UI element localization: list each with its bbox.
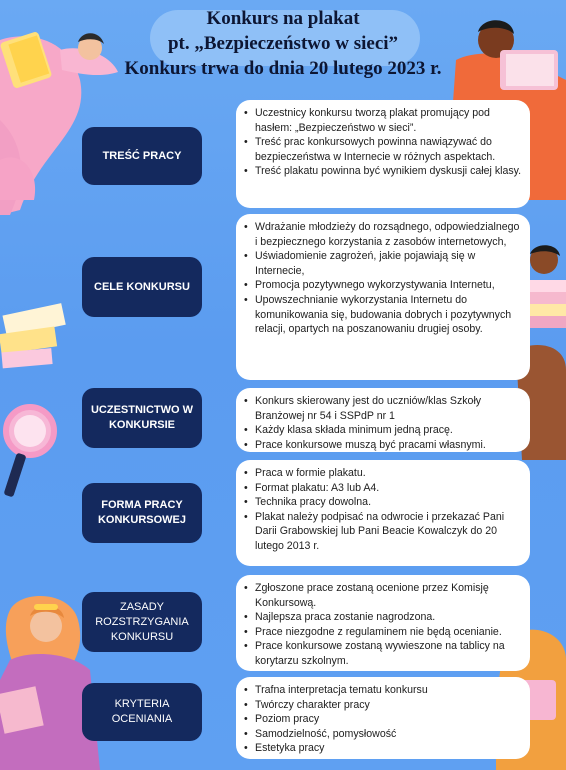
label-zasady — [82, 592, 202, 652]
label-text: TREŚĆ PRACY — [102, 149, 182, 162]
bullet-list — [242, 581, 522, 669]
list-item: • Prace konkursowe muszą być pracami własnymi. — [242, 438, 522, 453]
label-text: CELE KONKURSU — [94, 280, 190, 293]
list-item: • Technika pracy dowolna. — [242, 495, 522, 510]
label-tresc-pracy — [82, 127, 202, 185]
bullet-list — [242, 106, 522, 179]
list-item: • Uświadomienie zagrożeń, jakie pojawiają się w Internecie, — [242, 249, 522, 278]
list-item: • Twórczy charakter pracy — [242, 698, 522, 713]
label-forma-pracy — [82, 483, 202, 543]
label-uczestnictwo — [82, 388, 202, 448]
label-text: FORMA PRACY KONKURSOWEJ — [97, 499, 186, 526]
list-item: • Zgłoszone prace zostaną ocenione przez Komisję Konkursową. — [242, 581, 522, 610]
box-cele-konkursu — [236, 214, 530, 380]
list-item: • Prace niezgodne z regulaminem nie będą ocenianie. — [242, 625, 522, 640]
list-item: • Upowszechnianie wykorzystania Internetu do komunikowania się, budowania dobrych i pozytywnych relacji, opartych na poszanowaniu drugiej osoby. — [242, 293, 522, 337]
title-line-1: Konkurs na plakat — [206, 8, 360, 29]
list-item: • Trafna interpretacja tematu konkursu — [242, 683, 522, 698]
title-line-2: pt. „Bezpieczeństwo w sieci” — [167, 33, 399, 54]
list-item: • Konkurs skierowany jest do uczniów/klas Szkoły Branżowej nr 54 i SSPdP nr 1 — [242, 394, 522, 423]
label-text: ZASADY ROZSTRZYGANIA KONKURSU — [95, 600, 189, 643]
list-item: • Estetyka pracy — [242, 741, 522, 756]
title-line-3: Konkurs trwa do dnia 20 lutego 2023 r. — [124, 58, 442, 79]
list-item: • Każdy klasa składa minimum jedną pracę. — [242, 423, 522, 438]
box-forma-pracy — [236, 460, 530, 566]
bullet-list — [242, 683, 522, 756]
label-text: UCZESTNICTWO W KONKURSIE — [90, 404, 194, 431]
list-item: • Poziom pracy — [242, 712, 522, 727]
list-item: • Uczestnicy konkursu tworzą plakat promujący pod hasłem: „Bezpieczeństwo w sieci”. — [242, 106, 522, 135]
bullet-list — [242, 466, 522, 554]
box-zasady — [236, 575, 530, 671]
label-cele-konkursu — [82, 257, 202, 317]
list-item: • Najlepsza praca zostanie nagrodzona. — [242, 610, 522, 625]
list-item: • Samodzielność, pomysłowość — [242, 727, 522, 742]
list-item: • Treść plakatu powinna być wynikiem dyskusji całej klasy. — [242, 164, 522, 179]
label-text: KRYTERIA OCENIANIA — [111, 698, 173, 725]
list-item: • Plakat należy podpisać na odwrocie i przekazać Pani Darii Grabowskiej lub Pani Beacie Kowalczyk do 20 lutego 2013 r. — [242, 510, 522, 554]
bullet-list — [242, 394, 522, 452]
list-item: • Prace konkursowe zostaną wywieszone na tablicy na korytarzu szkolnym. — [242, 639, 522, 668]
list-item: • Wdrażanie młodzieży do rozsądnego, odpowiedzialnego i bezpiecznego korzystania z zasobów internetowych, — [242, 220, 522, 249]
list-item: • Format plakatu: A3 lub A4. — [242, 481, 522, 496]
box-uczestnictwo — [236, 388, 530, 452]
page-title — [60, 6, 506, 81]
list-item: • Praca w formie plakatu. — [242, 466, 522, 481]
box-tresc-pracy — [236, 100, 530, 208]
bullet-list — [242, 220, 522, 337]
books-left-illustration — [0, 290, 70, 380]
list-item: • Promocja pozytywnego wykorzystywania Internetu, — [242, 278, 522, 293]
box-kryteria — [236, 677, 530, 759]
label-kryteria — [82, 683, 202, 741]
list-item: • Treść prac konkursowych powinna nawiązywać do bezpieczeństwa w Internecie w różnych aspektach. — [242, 135, 522, 164]
magnifier-left-illustration — [0, 395, 70, 515]
